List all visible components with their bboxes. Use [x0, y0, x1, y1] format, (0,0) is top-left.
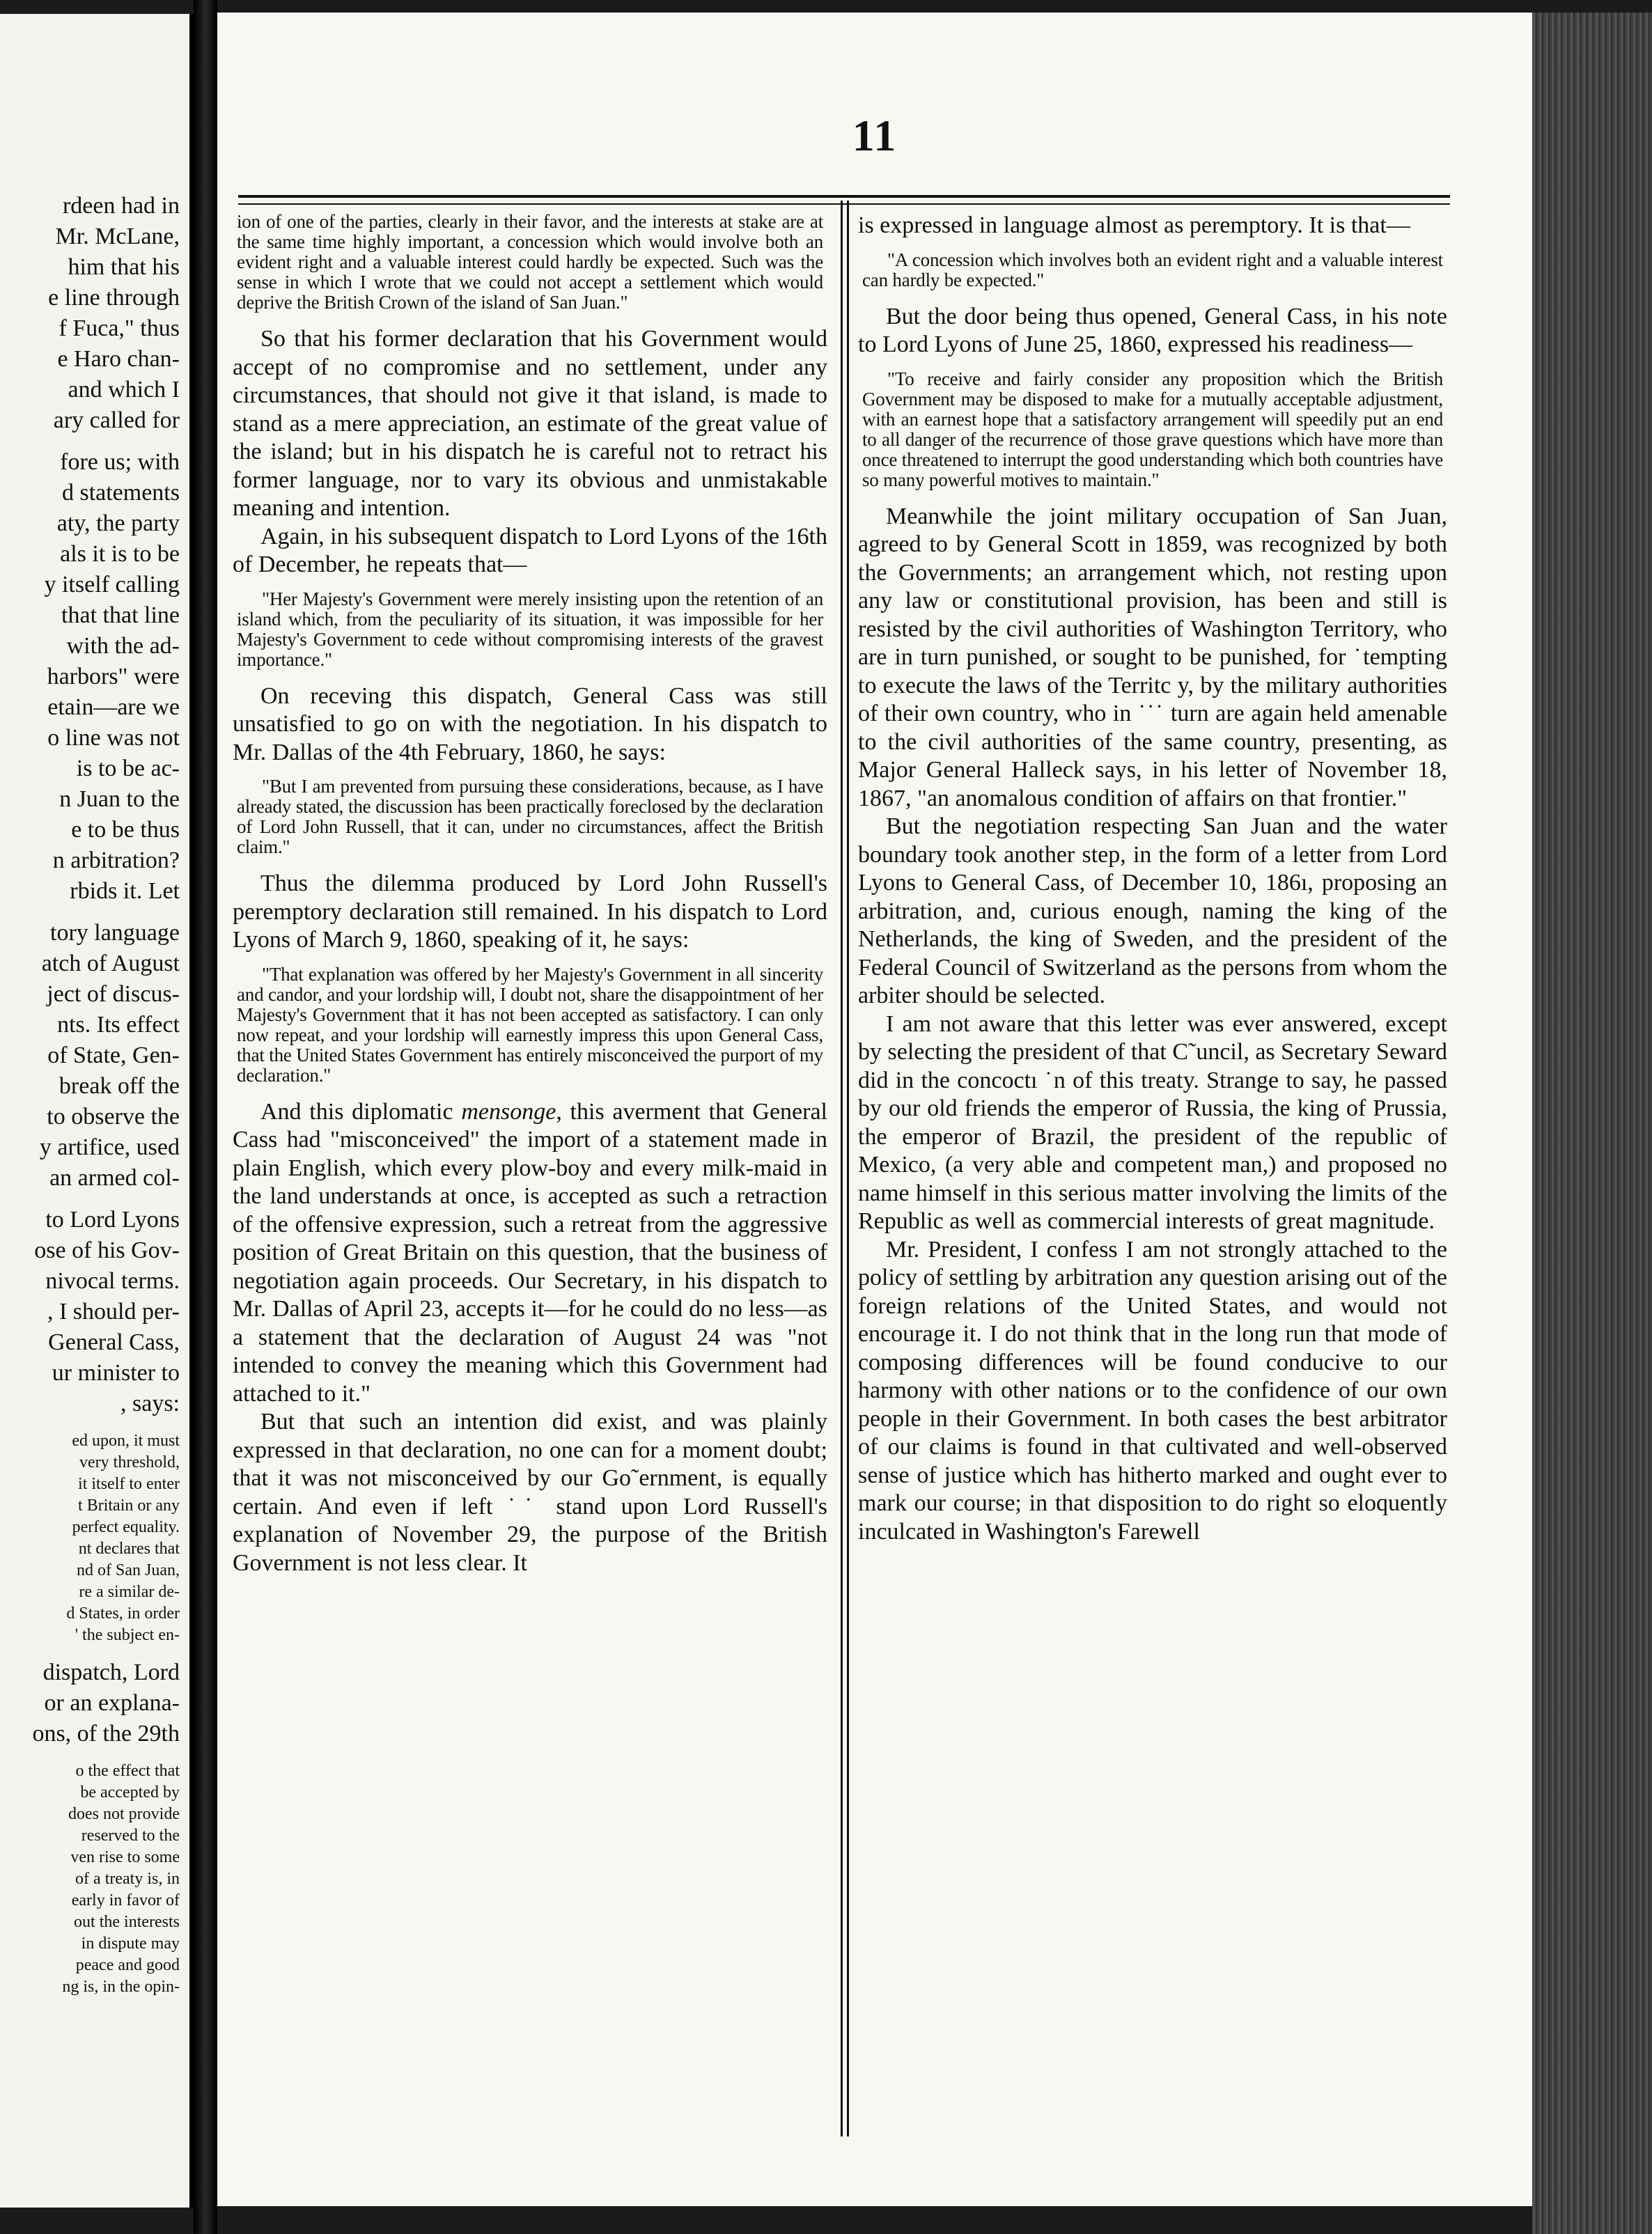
facing-page-line: in dispute may	[81, 1935, 180, 1953]
facing-page-column	[0, 191, 180, 1998]
facing-page-line: peace and good	[75, 1956, 180, 1974]
book-page	[217, 13, 1532, 2206]
facing-page-line: dispatch, Lord	[42, 1659, 180, 1685]
facing-page-line: ary called for	[53, 407, 180, 433]
quote-block: "A concession which involves both an evident right and a valuable interest can hardly be expected."	[862, 249, 1443, 290]
facing-page-line: perfect equality.	[72, 1518, 180, 1536]
facing-page-line: ' the subject en-	[75, 1626, 180, 1644]
paragraph: is expressed in language almost as peremptory. It is that—	[858, 212, 1410, 238]
quote-block: "To receive and fairly consider any proposition which the British Government may be disposed to make for a mutually acceptable adjustment, with an earnest hope that a satisfactory arrangement will speedily put an end to all danger of the recurrence of those grave questions which have more than once threatened to interrupt the good understanding which both countries have so many powerful motives to maintain."	[862, 368, 1443, 490]
facing-page-line: y artifice, used	[39, 1134, 180, 1160]
facing-page-line: General Cass,	[48, 1329, 180, 1355]
facing-page-line: be accepted by	[80, 1783, 180, 1802]
facing-page-line: fore us; with	[60, 449, 180, 475]
facing-page-line: ject of discus-	[47, 981, 180, 1007]
facing-page-line: him that his	[68, 254, 180, 280]
facing-page-line: e line through	[48, 285, 180, 311]
facing-page-line: o line was not	[47, 725, 180, 751]
facing-page-line: and which I	[68, 377, 180, 403]
facing-page-line: to Lord Lyons	[45, 1207, 180, 1233]
facing-page-line: y itself calling	[44, 572, 180, 597]
quote-block: ion of one of the parties, clearly in their favor, and the interests at stake are at the same time highly important, a concession which would involve both an evident right and a valuable interest could hardly be expected. Such was the sense in which I wrote that we could not accept a settlement which would deprive the British Crown of the island of San Juan."	[237, 211, 823, 313]
facing-page-line: atch of August	[41, 951, 180, 976]
facing-page-line: ons, of the 29th	[32, 1721, 180, 1747]
facing-page-line: d statements	[61, 480, 180, 506]
facing-page-line: or an explana-	[44, 1690, 180, 1716]
column-divider	[847, 201, 849, 2137]
facing-page-line: re a similar de-	[79, 1583, 180, 1601]
facing-page-line: break off the	[59, 1073, 180, 1099]
facing-page-line: very threshold,	[79, 1453, 180, 1471]
facing-page-line: an armed col-	[49, 1165, 180, 1191]
paragraph: Thus the dilemma produced by Lord John Russell's peremptory declaration still remained. In his dispatch to Lord Lyons of March 9, 1860, speaking of it, he says:	[233, 870, 827, 953]
left-column	[233, 212, 827, 1577]
facing-page-line: Mr. McLane,	[55, 224, 180, 249]
text-run: And this diplomatic	[260, 1098, 462, 1125]
facing-page-line: tory language	[50, 920, 180, 946]
facing-page-line: ose of his Gov-	[34, 1237, 180, 1263]
facing-page-line	[0, 907, 180, 918]
facing-page-line: als it is to be	[60, 541, 180, 567]
paragraph	[233, 1098, 827, 1409]
facing-page-line: out the interests	[74, 1913, 180, 1931]
page-number: 11	[852, 111, 898, 160]
facing-page-line: with the ad-	[66, 633, 180, 659]
facing-page-line	[0, 1749, 180, 1760]
facing-page-line: ed upon, it must	[72, 1432, 180, 1450]
facing-page-line: ng is, in the opin-	[62, 1978, 180, 1996]
facing-page-line: n arbitration?	[52, 847, 180, 873]
facing-page-line: rdeen had in	[62, 193, 180, 219]
facing-page-line: rbids it. Let	[70, 878, 180, 904]
facing-page-line: n Juan to the	[59, 786, 180, 812]
facing-page-line	[0, 1194, 180, 1205]
facing-page	[0, 14, 194, 2208]
facing-page-line: t Britain or any	[78, 1497, 180, 1515]
facing-page-line	[0, 1419, 180, 1430]
quote-block: "But I am prevented from pursuing these considerations, because, as I have already stated, the discussion has been practically foreclosed by the declaration of Lord John Russell, that it can, under no circumstances, affect the British claim."	[237, 776, 823, 857]
facing-page-line: nd of San Juan,	[77, 1561, 180, 1579]
facing-page-line: nivocal terms.	[45, 1268, 180, 1294]
header-rule-thick	[238, 195, 1450, 198]
facing-page-line: is to be ac-	[76, 756, 180, 781]
facing-page-line: harbors" were	[47, 664, 180, 689]
facing-page-line: of a treaty is, in	[75, 1870, 180, 1888]
paragraph: On receving this dispatch, General Cass was still unsatisfied to go on with the negotiation. In his dispatch to Mr. Dallas of the 4th February, 1860, he says:	[233, 682, 827, 765]
facing-page-line: f Fuca," thus	[59, 315, 180, 341]
paragraph: I am not aware that this letter was ever answered, except by selecting the president of that C˜uncil, as Secretary Seward did in the concoctı ˙n of this treaty. Strange to say, he passed by our old friends the emperor of Russia, the king of Prussia, the emperor of Brazil, the president of the republic of Mexico, (a very able and competent man,) and proposed no name himself in this serious matter involving the limits of the Republic as well as commercial interests of great magnitude.	[858, 1010, 1447, 1234]
facing-page-line: e to be thus	[71, 817, 180, 843]
italic-term: mensonge	[461, 1098, 556, 1125]
facing-page-line: d States, in order	[66, 1604, 180, 1623]
facing-page-line	[0, 1646, 180, 1657]
facing-page-line: of State, Gen-	[47, 1042, 180, 1068]
facing-page-line: nt declares that	[78, 1540, 180, 1558]
book-spine	[194, 0, 217, 2234]
facing-page-line: reserved to the	[81, 1827, 180, 1845]
paragraph: Mr. President, I confess I am not strongly attached to the policy of settling by arbitration any question arising out of the foreign relations of the United States, and would not encourage it. I do not think that in the long run that mode of composing differences will be found conducive to our harmony with other nations or to the confidence of our own people in their Government. In both cases the best arbitrator of our claims is found in that cultivated and well-observed sense of justice which has hitherto marked and ought ever to mark our course; in that disposition to do right so eloquently inculcated in Washington's Farewell	[858, 1236, 1447, 1545]
facing-page-line: ur minister to	[52, 1360, 180, 1386]
facing-page-line: aty, the party	[56, 510, 180, 536]
paragraph: So that his former declaration that his Government would accept of no compromise and no settlement, under any circumstances, that should not give it that island, is made to stand as a mere appreciation, an estimate of the great value of the island; but in his dispatch he is careful not to retract his former language, nor to vary its obvious and unmistakable meaning and intention.	[233, 326, 827, 521]
facing-page-line: ven rise to some	[70, 1848, 180, 1866]
facing-page-line: e Haro chan-	[57, 346, 180, 372]
facing-page-line: early in favor of	[71, 1891, 180, 1909]
paragraph: But that such an intention did exist, and was plainly expressed in that declaration, no one can for a moment doubt; that it was not misconceived by our Go˜ernment, is equally certain. And even if left ˙˙ stand upon Lord Russell's explanation of November 29, the purpose of the British Government is not less clear. It	[233, 1409, 827, 1576]
text-run: , this averment that General Cass had "misconceived" the import of a statement made in plain English, which every plow-boy and every milk-maid in the land understands at once, is accepted as such a retraction of the offensive expression, such a retreat from the aggressive position of Great Britain on this question, that the business of negotiation again proceeds. Our Secretary, in his dispatch to Mr. Dallas of April 23, accepts it—for he could do no less—as a statement that the declaration of August 24 was "not intended to convey the meaning which this Government had attached to it."	[233, 1098, 827, 1407]
quote-block: "That explanation was offered by her Majesty's Government in all sincerity and candor, and your lordship will, I doubt not, share the disappointment of her Majesty's Government that it has not been accepted as satisfactory. I can only now repeat, and your lordship will earnestly impress this upon General Cass, that the United States Government has entirely misconceived the purport of my declaration."	[237, 963, 823, 1086]
facing-page-line: to observe the	[47, 1104, 180, 1130]
facing-page-line: , I should per-	[47, 1299, 180, 1325]
paragraph: But the door being thus opened, General Cass, in his note to Lord Lyons of June 25, 1860, expressed his readiness—	[858, 303, 1447, 357]
facing-page-line: that that line	[61, 602, 180, 628]
facing-page-line	[0, 436, 180, 447]
page-edge-stack	[1532, 13, 1652, 2234]
right-column	[858, 212, 1447, 1546]
facing-page-line: o the effect that	[75, 1762, 180, 1780]
facing-page-line: it itself to enter	[78, 1475, 180, 1493]
facing-page-line: does not provide	[68, 1805, 180, 1823]
column-divider	[841, 201, 843, 2137]
facing-page-line: nts. Its effect	[57, 1012, 180, 1038]
paragraph: Again, in his subsequent dispatch to Lord Lyons of the 16th of December, he repeats that—	[233, 523, 827, 577]
quote-block: "Her Majesty's Government were merely insisting upon the retention of an island which, from the peculiarity of its situation, it was impossible for her Majesty's Government to cede without compromising interests of the gravest importance."	[237, 588, 823, 670]
facing-page-line: , says:	[120, 1391, 180, 1416]
header-rule-thin	[238, 203, 1450, 205]
facing-page-line: etain—are we	[47, 694, 180, 720]
paragraph: But the negotiation respecting San Juan and the water boundary took another step, in the form of a letter from Lord Lyons to General Cass, of December 10, 186ı, proposing an arbitration, and, curious enough, naming the king of the Netherlands, the king of Sweden, and the president of the Federal Council of Switzerland as the persons from whom the arbiter should be selected.	[858, 813, 1447, 1008]
paragraph: Meanwhile the joint military occupation of San Juan, agreed to by General Scott in 1859, was recognized by both the Governments; an arrangement which, not resting upon any law or constitutional provision, has been and still is resisted by the civil authorities of Washington Territory, who are in turn punished, or sought to be punished, for ˙tempting to execute the laws of the Territc y, by the military authorities of their own country, who in ˙˙˙ turn are again held amenable to the civil authorities of the same country, presenting, as Major General Halleck says, in his letter of November 18, 1867, "an anomalous condition of affairs on that frontier."	[858, 503, 1447, 811]
